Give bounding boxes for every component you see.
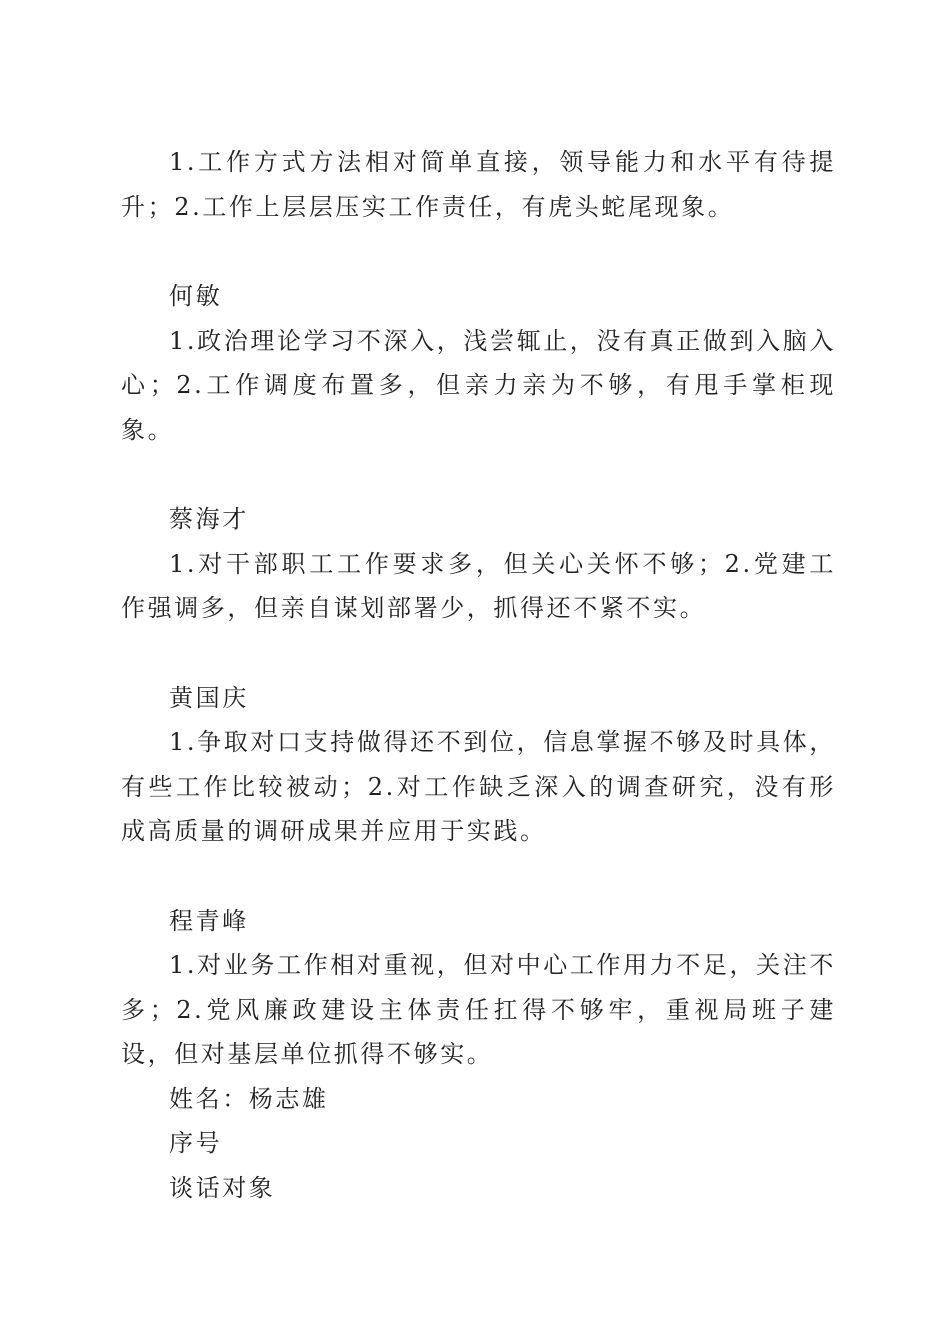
section-5-name: 程青峰 [169, 906, 249, 935]
section-4-text: 1.争取对口支持做得还不到位，信息掌握不够及时具体，有些工作比较被动；2.对工作缺乏深入的调查研究，没有形成高质量的调研成果并应用于实践。 [121, 728, 836, 845]
section-4-name: 黄国庆 [169, 683, 249, 712]
section-spacer [121, 229, 836, 274]
section-5-text: 1.对业务工作相对重视，但对中心工作用力不足，关注不多；2.党风廉政建设主体责任扛得不够牢，重视局班子建设，但对基层单位抓得不够实。 [121, 951, 836, 1068]
section-1-text: 1.工作方式方法相对简单直接，领导能力和水平有待提升；2.工作上层层压实工作责任，有虎头蛇尾现象。 [121, 148, 836, 221]
section-2-text: 1.政治理论学习不深入，浅尝辄止，没有真正做到入脑入心；2.工作调度布置多，但亲力亲为不够，有甩手掌柜现象。 [121, 326, 836, 444]
document-body [121, 140, 836, 1210]
footer-line-name: 姓名：杨志雄 [169, 1084, 329, 1113]
section-3-name: 蔡海才 [169, 505, 249, 533]
section-spacer [121, 854, 836, 899]
footer-line-subject: 谈话对象 [169, 1173, 276, 1202]
section-2-name: 何敏 [169, 282, 223, 310]
footer-line-number: 序号 [169, 1129, 223, 1157]
section-spacer [121, 452, 836, 497]
section-3-text: 1.对干部职工工作要求多，但关心关怀不够；2.党建工作强调多，但亲自谋划部署少，抓得还不紧不实。 [121, 549, 836, 622]
section-spacer [121, 631, 836, 676]
